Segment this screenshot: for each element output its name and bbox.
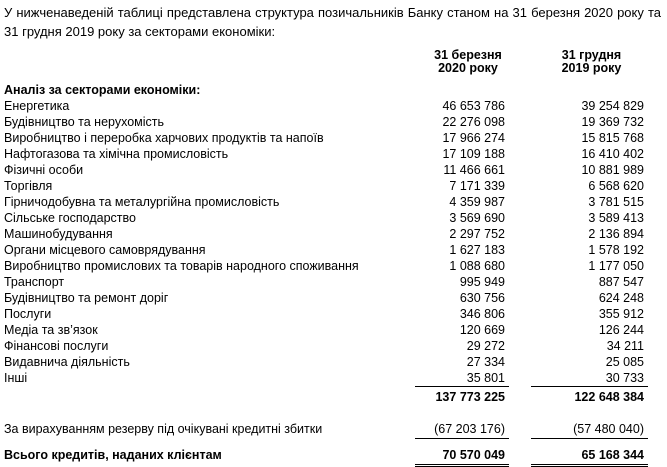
column-gap (509, 322, 531, 338)
right-margin (648, 226, 667, 242)
column-gap (509, 242, 531, 258)
right-margin (648, 194, 667, 210)
right-margin (648, 354, 667, 370)
table-row (0, 98, 667, 114)
right-margin (648, 162, 667, 178)
row-label: Послуги (4, 307, 52, 321)
right-margin (648, 447, 667, 467)
row-label: Нафтогазова та хімічна промисловість (4, 147, 229, 161)
table-row (0, 178, 667, 194)
column-gap (509, 178, 531, 194)
right-margin (648, 386, 667, 405)
column-gap (509, 146, 531, 162)
column-gap (509, 258, 531, 274)
right-margin (648, 242, 667, 258)
empty-cell (0, 386, 415, 405)
subtotal-row (0, 386, 667, 405)
row-label: Торгівля (4, 179, 53, 193)
row-value-2020: 35 801 (466, 371, 505, 385)
table-row (0, 258, 667, 274)
row-value-2020: 17 966 274 (442, 131, 505, 145)
row-label: Машинобудування (4, 227, 113, 241)
column-gap (509, 210, 531, 226)
column-gap (509, 421, 531, 439)
row-label: Інші (4, 371, 28, 385)
column-header-2019 (535, 49, 648, 75)
right-margin (648, 98, 667, 114)
right-margin (648, 178, 667, 194)
right-margin (648, 274, 667, 290)
right-margin (648, 370, 667, 386)
total-value-2019: 65 168 344 (531, 447, 648, 467)
row-value-2020: 4 359 987 (449, 195, 505, 209)
column-gap (509, 114, 531, 130)
row-value-2019: 30 733 (605, 371, 644, 385)
table-row (0, 354, 667, 370)
row-label: Органи місцевого самоврядування (4, 243, 206, 257)
table-row (0, 306, 667, 322)
column-gap (509, 130, 531, 146)
section-header-row (0, 82, 667, 98)
row-value-2020: 11 466 661 (443, 163, 505, 177)
allowance-value-2019: (57 480 040) (531, 421, 648, 439)
right-margin (648, 421, 667, 439)
column-gap (509, 98, 531, 114)
row-label: Фізичні особи (4, 163, 84, 177)
allowance-row (0, 421, 667, 439)
column-gap (509, 226, 531, 242)
table-row (0, 242, 667, 258)
table-row (0, 130, 667, 146)
header-spacer (0, 49, 423, 75)
total-label: Всього кредитів, наданих клієнтам (4, 448, 222, 462)
column-header-2019-line2: 2019 року (561, 61, 622, 75)
row-label: Виробництво і переробка харчових продуктів та напоїв (4, 131, 324, 145)
row-value-2020: 630 756 (459, 291, 505, 305)
row-value-2019: 126 244 (598, 323, 644, 337)
column-gap (509, 447, 531, 467)
column-gap (509, 290, 531, 306)
row-value-2020: 27 334 (466, 355, 505, 369)
row-label: Виробництво промислових та товарів народного споживання (4, 259, 359, 273)
table-row (0, 322, 667, 338)
row-value-2019: 6 568 620 (588, 179, 644, 193)
column-gap (509, 306, 531, 322)
row-value-2020: 1 088 680 (449, 259, 505, 273)
row-value-2019: 34 211 (606, 339, 644, 353)
column-gap (509, 370, 531, 386)
right-margin (648, 130, 667, 146)
column-gap (513, 49, 535, 75)
table-row (0, 146, 667, 162)
right-margin (648, 82, 667, 98)
row-value-2020: 1 627 183 (449, 243, 505, 257)
row-value-2020: 17 109 188 (442, 147, 505, 161)
row-value-2019: 3 781 515 (588, 195, 644, 209)
column-gap (509, 338, 531, 354)
table-row (0, 194, 667, 210)
table-row (0, 338, 667, 354)
table-row (0, 226, 667, 242)
column-header-2019-line1: 31 грудня (561, 48, 622, 62)
table-row (0, 162, 667, 178)
row-value-2020: 3 569 690 (449, 211, 505, 225)
table-row (0, 274, 667, 290)
right-margin (648, 290, 667, 306)
column-header-2020 (423, 49, 513, 75)
row-value-2020: 995 949 (459, 275, 505, 289)
intro-paragraph: У нижченаведеній таблиці представлена структура позичальників Банку станом на 31 березня 2020 року та 31 грудня 2019 року за секторами економіки: (4, 5, 661, 39)
row-label: Видавнича діяльність (4, 355, 130, 369)
row-value-2019: 19 369 732 (581, 115, 644, 129)
allowance-label: За вирахуванням резерву під очікувані кредитні збитки (4, 422, 323, 436)
right-margin (648, 114, 667, 130)
row-label: Будівництво та ремонт доріг (4, 291, 169, 305)
column-header-2020-line2: 2020 року (438, 61, 498, 75)
column-gap (509, 354, 531, 370)
subtotal-value-2019: 122 648 384 (531, 386, 648, 405)
row-value-2020: 46 653 786 (442, 99, 505, 113)
table-row (0, 114, 667, 130)
row-value-2020: 120 669 (459, 323, 505, 337)
empty-cell (531, 82, 648, 98)
row-label: Медіа та зв’язок (4, 323, 98, 337)
right-margin (648, 258, 667, 274)
right-margin (648, 210, 667, 226)
right-margin (648, 49, 667, 75)
right-margin (648, 306, 667, 322)
row-value-2020: 346 806 (459, 307, 505, 321)
total-row (0, 447, 667, 467)
row-value-2019: 624 248 (598, 291, 644, 305)
row-value-2019: 1 177 050 (588, 259, 644, 273)
row-label: Фінансові послуги (4, 339, 109, 353)
sector-rows (0, 98, 667, 386)
allowance-value-2020: (67 203 176) (415, 421, 509, 439)
empty-cell (415, 82, 509, 98)
row-value-2019: 15 815 768 (581, 131, 644, 145)
row-value-2019: 10 881 989 (581, 163, 644, 177)
row-label: Сільське господарство (4, 211, 136, 225)
right-margin (648, 146, 667, 162)
row-value-2020: 22 276 098 (442, 115, 505, 129)
section-header-label: Аналіз за секторами економіки: (4, 83, 201, 97)
row-value-2019: 2 136 894 (588, 227, 644, 241)
column-gap (509, 274, 531, 290)
row-value-2019: 887 547 (598, 275, 644, 289)
subtotal-value-2020: 137 773 225 (415, 386, 509, 405)
table-row (0, 210, 667, 226)
row-label: Енергетика (4, 99, 70, 113)
column-header-2020-line1: 31 березня (434, 48, 502, 62)
column-gap (509, 82, 531, 98)
table-row (0, 290, 667, 306)
table-header-row (0, 49, 667, 75)
row-value-2019: 3 589 413 (588, 211, 644, 225)
total-value-2020: 70 570 049 (415, 447, 509, 467)
table-row (0, 370, 667, 386)
row-value-2019: 39 254 829 (581, 99, 644, 113)
right-margin (648, 338, 667, 354)
row-value-2019: 1 578 192 (588, 243, 644, 257)
column-gap (509, 162, 531, 178)
row-value-2020: 2 297 752 (449, 227, 505, 241)
row-value-2020: 29 272 (466, 339, 505, 353)
right-margin (648, 322, 667, 338)
row-label: Транспорт (4, 275, 65, 289)
row-value-2019: 16 410 402 (581, 147, 644, 161)
row-label: Будівництво та нерухомість (4, 115, 165, 129)
row-label: Гірничодобувна та металургійна промисловість (4, 195, 280, 209)
row-value-2019: 25 085 (605, 355, 644, 369)
row-value-2019: 355 912 (598, 307, 644, 321)
row-value-2020: 7 171 339 (449, 179, 505, 193)
column-gap (509, 194, 531, 210)
column-gap (509, 386, 531, 405)
